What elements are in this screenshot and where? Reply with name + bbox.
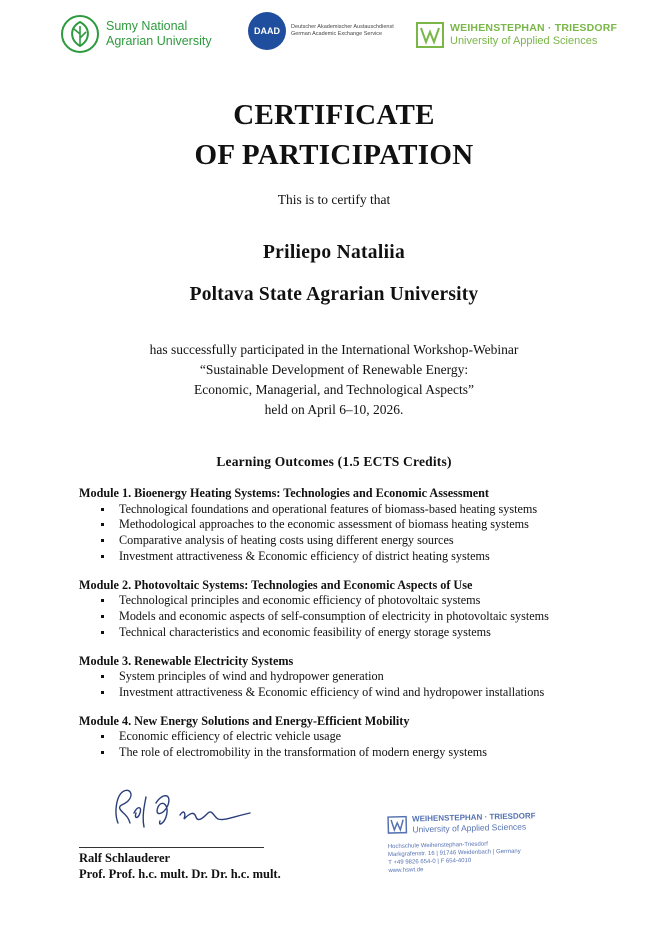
module-4 <box>79 714 639 761</box>
list-item: System principles of wind and hydropower generation <box>79 669 639 685</box>
handwritten-signature <box>100 783 260 835</box>
certify-text: This is to certify that <box>277 192 391 207</box>
list-item: Models and economic aspects of self-consumption of electricity in photovoltaic systems <box>79 609 639 625</box>
module-title: Module 4. New Energy Solutions and Energy-Efficient Mobility <box>79 713 410 728</box>
module-3 <box>79 654 639 701</box>
daad-logo-line2: German Academic Exchange Service <box>291 31 383 37</box>
list-item: The role of electromobility in the transformation of modern energy systems <box>79 745 639 761</box>
stamp-address-line: Markgrafenstr. 16 | 91746 Weidenbach | Germany <box>387 848 521 859</box>
certificate-title-line2: OF PARTICIPATION <box>194 139 474 171</box>
list-item: Technological principles and economic efficiency of photovoltaic systems <box>79 593 639 609</box>
hswt-logo-line2: University of Applied Sciences <box>450 35 598 47</box>
list-item: Economic efficiency of electric vehicle usage <box>79 729 639 745</box>
list-item: Comparative analysis of heating costs using different energy sources <box>79 533 639 549</box>
module-title: Module 1. Bioenergy Heating Systems: Technologies and Economic Assessment <box>79 486 489 500</box>
stamp-address-line: Hochschule Weihenstephan-Triesdorf <box>387 841 488 851</box>
signatory-name: Ralf Schlauderer <box>79 851 171 865</box>
certificate-title-line1: CERTIFICATE <box>233 99 435 131</box>
stamp-line2: University of Applied Sciences <box>412 821 527 835</box>
sumy-university-logo <box>60 14 212 54</box>
participant-name: Priliepo Nataliia <box>262 242 406 263</box>
logo-header <box>0 0 668 70</box>
stamp-address-line: T +49 9826 654-0 | F 654-4010 <box>388 857 472 867</box>
learning-outcomes-title: Learning Outcomes (1.5 ECTS Credits) <box>216 454 452 469</box>
hswt-emblem-icon <box>416 22 444 48</box>
daad-logo <box>248 12 396 50</box>
list-item: Methodological approaches to the economic assessment of biomass heating systems <box>79 517 639 533</box>
hswt-stamp-emblem-icon <box>387 816 407 835</box>
institution-stamp <box>387 811 549 895</box>
leaf-emblem-icon <box>60 14 100 54</box>
weihenstephan-logo <box>416 22 617 48</box>
signatory-title: Prof. Prof. h.c. mult. Dr. Dr. h.c. mult. <box>79 867 281 881</box>
list-item: Investment attractiveness & Economic efficiency of wind and hydropower installations <box>79 685 639 701</box>
signature-line <box>79 847 264 848</box>
description-line: Economic, Managerial, and Technological Aspects” <box>194 382 474 397</box>
sumy-logo-line2: Agrarian University <box>106 34 212 48</box>
daad-badge: DAAD <box>248 12 286 50</box>
description-line: “Sustainable Development of Renewable Energy: <box>199 362 469 377</box>
hswt-logo-line1: WEIHENSTEPHAN · TRIESDORF <box>450 22 618 34</box>
module-1 <box>79 486 639 565</box>
signatory-block <box>79 850 281 882</box>
description-line: held on April 6–10, 2026. <box>264 402 404 417</box>
modules-list <box>79 486 639 774</box>
stamp-line1: WEIHENSTEPHAN · TRIESDORF <box>411 811 536 824</box>
list-item: Technological foundations and operational features of biomass-based heating systems <box>79 502 639 518</box>
list-item: Investment attractiveness & Economic efficiency of district heating systems <box>79 549 639 565</box>
module-title: Module 2. Photovoltaic Systems: Technologies and Economic Aspects of Use <box>79 577 473 592</box>
daad-logo-line1: Deutscher Akademischer Austauschdienst <box>291 24 394 30</box>
module-title: Module 3. Renewable Electricity Systems <box>79 653 294 668</box>
participant-university: Poltava State Agrarian University <box>189 284 479 305</box>
module-2 <box>79 578 639 641</box>
participation-description <box>0 340 668 420</box>
description-line: has successfully participated in the International Workshop-Webinar <box>149 342 519 357</box>
list-item: Technical characteristics and economic feasibility of energy storage systems <box>79 625 639 641</box>
sumy-logo-line1: Sumy National <box>106 19 188 33</box>
stamp-address-line: www.hswt.de <box>388 867 424 875</box>
